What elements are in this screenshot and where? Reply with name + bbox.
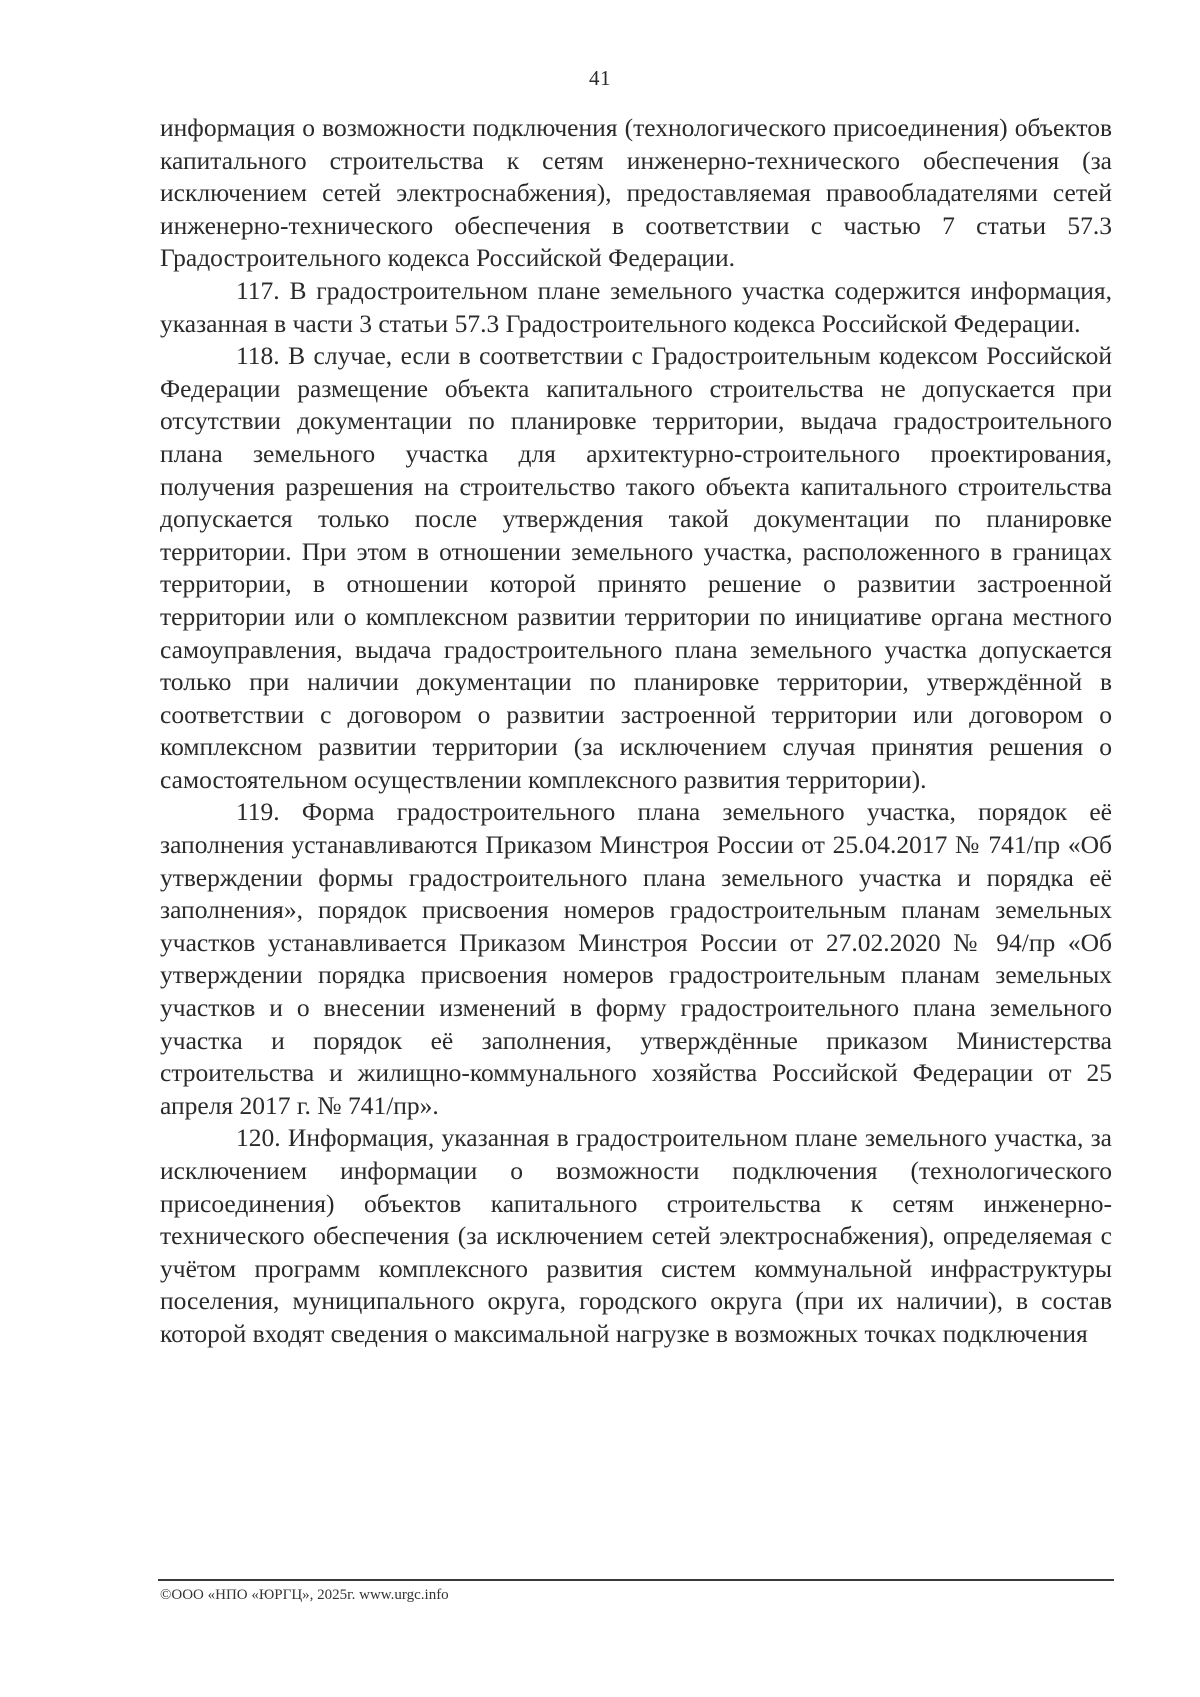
paragraph-117: 117. В градостроительном плане земельного участка содержится информация, указанная в части 3 статьи 57.3 Градостроительного кодекса Российской Федерации.: [160, 275, 1112, 338]
footer-divider: [158, 1579, 1114, 1581]
document-body: [160, 112, 1112, 1351]
paragraph-120: 120. Информация, указанная в градостроительном плане земельного участка, за исключением информации о возможности подключения (технологического присоединения) объектов капитального строительства к сетям инженерно-технического обеспечения (за исключением сетей электроснабжения), определяемая с учётом программ комплексного развития систем коммунальной инфраструктуры поселения, муниципального округа, городского округа (при их наличии), в состав которой входят сведения о максимальной нагрузке в возможных точках подключения: [160, 1123, 1112, 1348]
paragraph-continuation: информация о возможности подключения (технологического присоединения) объектов капитального строительства к сетям инженерно-технического обеспечения (за исключением сетей электроснабжения), предоставляемая правообладателями сетей инженерно-технического обеспечения в соответствии с частью 7 статьи 57.3 Градостроительного кодекса Российской Федерации.: [160, 113, 1112, 273]
page-number: 41: [589, 66, 611, 90]
footer-copyright: ©ООО «НПО «ЮРГЦ», 2025г. www.urgc.info: [160, 1587, 449, 1603]
paragraph-119: 119. Форма градостроительного плана земельного участка, порядок её заполнения устанавливаются Приказом Минстроя России от 25.04.2017 № 741/пр «Об утверждении формы градостроительного плана земельного участка и порядка её заполнения», порядок присвоения номеров градостроительным планам земельных участков устанавливается Приказом Минстроя России от 27.02.2020 № 94/пр «Об утверждении порядка присвоения номеров градостроительным планам земельных участков и о внесении изменений в форму градостроительного плана земельного участка и порядок её заполнения, утверждённые приказом Министерства строительства и жилищно-коммунального хозяйства Российской Федерации от 25 апреля 2017 г. № 741/пр».: [160, 797, 1112, 1120]
paragraph-118: 118. В случае, если в соответствии с Градостроительным кодексом Российской Федерации размещение объекта капитального строительства не допускается при отсутствии документации по планировке территории, выдача градостроительного плана земельного участка для архитектурно-строительного проектирования, получения разрешения на строительство такого объекта капитального строительства допускается только после утверждения такой документации по планировке территории. При этом в отношении земельного участка, расположенного в границах территории, в отношении которой принято решение о развитии застроенной территории или о комплексном развитии территории по инициативе органа местного самоуправления, выдача градостроительного плана земельного участка допускается только при наличии документации по планировке территории, утверждённой в соответствии с договором о развитии застроенной территории или договором о комплексном развитии территории (за исключением случая принятия решения о самостоятельном осуществлении комплексного развития территории).: [160, 341, 1112, 794]
